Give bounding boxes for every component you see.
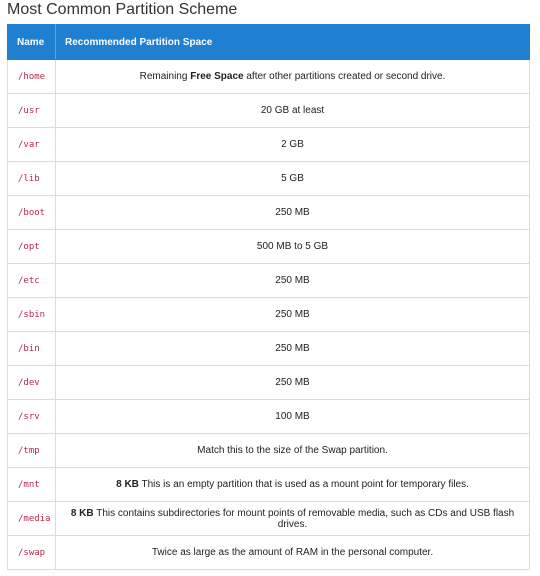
- space-bold-text: Free Space: [190, 71, 244, 82]
- partition-table-container: [7, 24, 530, 570]
- partition-name: /usr: [8, 94, 56, 128]
- partition-space: [56, 468, 530, 502]
- partition-space: [56, 230, 530, 264]
- table-row: [8, 502, 530, 536]
- partition-name: /var: [8, 128, 56, 162]
- table-row: [8, 366, 530, 400]
- partition-space: [56, 332, 530, 366]
- partition-table: [7, 24, 530, 570]
- space-text: Remaining: [139, 71, 191, 82]
- space-text: 250 MB: [275, 377, 310, 388]
- partition-space: [56, 196, 530, 230]
- partition-space: [56, 162, 530, 196]
- space-text: 20 GB at least: [260, 105, 325, 116]
- table-row: [8, 60, 530, 94]
- partition-name: /bin: [8, 332, 56, 366]
- space-bold-text: 8 KB: [70, 507, 94, 519]
- page-title: Most Common Partition Scheme: [7, 1, 238, 18]
- space-text: 250 MB: [275, 343, 310, 354]
- table-row: [8, 468, 530, 502]
- space-text: This is an empty partition that is used as a mount point for temporary files.: [138, 479, 469, 490]
- partition-name: /srv: [8, 400, 56, 434]
- partition-space: [56, 400, 530, 434]
- partition-name: /lib: [8, 162, 56, 196]
- column-header-name: Name: [8, 25, 56, 60]
- table-row: [8, 128, 530, 162]
- space-text: 250 MB: [275, 275, 310, 286]
- partition-space: [56, 94, 530, 128]
- table-header-row: [8, 25, 530, 60]
- partition-space: [56, 536, 530, 570]
- space-text: 2 GB: [281, 139, 304, 150]
- partition-name: /dev: [8, 366, 56, 400]
- partition-space: [56, 60, 530, 94]
- partition-name: /media: [8, 502, 56, 536]
- table-body: [8, 60, 530, 570]
- space-text: Twice as large as the amount of RAM in the personal computer.: [151, 547, 434, 558]
- space-text: This contains subdirectories for mount points of removable media, such as CDs and USB flash drives.: [93, 507, 515, 530]
- partition-space: [56, 434, 530, 468]
- partition-name: /etc: [8, 264, 56, 298]
- column-header-space: Recommended Partition Space: [56, 25, 530, 60]
- partition-name: /sbin: [8, 298, 56, 332]
- partition-space: [56, 298, 530, 332]
- table-row: [8, 400, 530, 434]
- partition-space: [56, 264, 530, 298]
- partition-name: /mnt: [8, 468, 56, 502]
- table-header: [8, 25, 530, 60]
- space-bold-text: 8 KB: [116, 479, 139, 490]
- space-text: after other partitions created or second drive.: [243, 71, 446, 82]
- partition-space: [56, 128, 530, 162]
- table-row: [8, 536, 530, 570]
- table-row: [8, 196, 530, 230]
- table-row: [8, 298, 530, 332]
- table-row: [8, 264, 530, 298]
- space-text: 250 MB: [275, 309, 310, 320]
- partition-space: [56, 502, 530, 536]
- partition-name: /boot: [8, 196, 56, 230]
- table-row: [8, 434, 530, 468]
- space-text: 100 MB: [275, 411, 310, 422]
- table-row: [8, 230, 530, 264]
- space-text: 5 GB: [281, 173, 304, 184]
- table-row: [8, 94, 530, 128]
- partition-name: /tmp: [8, 434, 56, 468]
- partition-name: /swap: [8, 536, 56, 570]
- partition-name: /opt: [8, 230, 56, 264]
- partition-space: [56, 366, 530, 400]
- table-row: [8, 162, 530, 196]
- table-row: [8, 332, 530, 366]
- partition-name: /home: [8, 60, 56, 94]
- space-text: Match this to the size of the Swap partition.: [197, 445, 388, 456]
- space-text: 500 MB to 5 GB: [256, 241, 329, 252]
- space-text: 250 MB: [275, 207, 310, 218]
